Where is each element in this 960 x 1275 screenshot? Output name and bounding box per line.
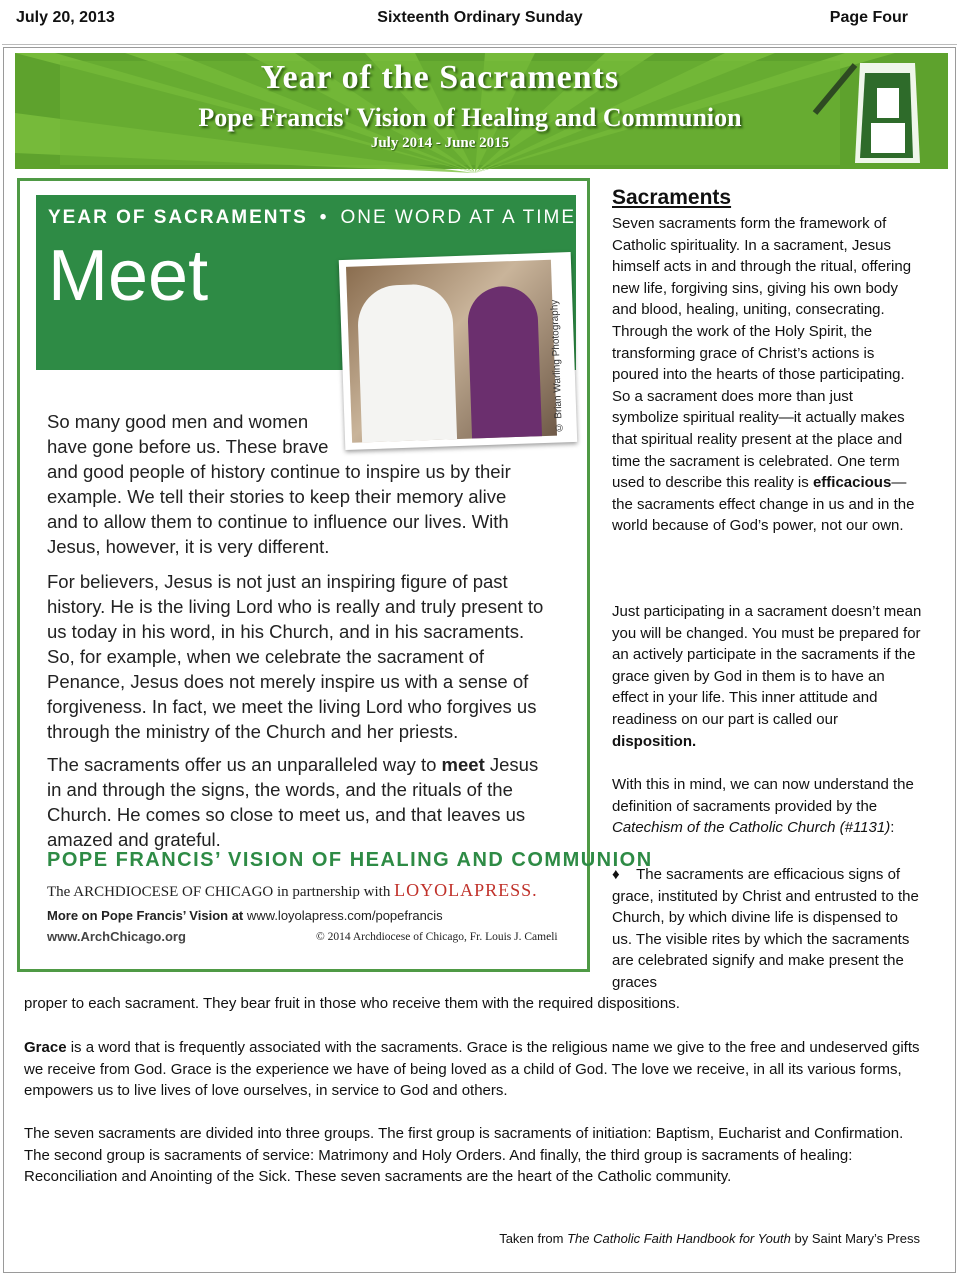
card-kicker	[48, 207, 576, 229]
article-para-3	[612, 774, 922, 839]
card-word: Meet	[48, 236, 209, 316]
card-footer-title: POPE FRANCIS’ VISION OF HEALING AND COMMUNION	[47, 849, 653, 871]
card-para-1b: and good people of history continue to inspire us by their example. We tell their stories to keep their memory alive and to allow them to continue to influence our lives. With Jesus, however, it is very different.	[47, 461, 511, 557]
catechism-quote	[612, 864, 922, 994]
para-3b: :	[890, 819, 895, 837]
girl-figure	[467, 285, 542, 438]
source-publisher: by Saint Mary’s Press	[790, 1231, 920, 1246]
article-heading: Sacraments	[612, 186, 732, 209]
header-divider	[2, 44, 957, 45]
source-credit	[499, 1231, 920, 1246]
banner-title: Year of the Sacraments	[260, 59, 620, 96]
para-2a: Just participating in a sacrament doesn’t mean you will be changed. You must be prepared for an actively participate in the sacraments if the grace given by God in them is to have an effect in your life. This inner attitude and readiness on our part is called our	[612, 603, 922, 728]
priest-figure	[357, 283, 457, 442]
para-1a: Seven sacraments form the framework of Catholic spirituality. In a sacrament, Jesus himself acts in and through the ritual, offering new life, forgiving sins, giving his own body and blood, healing, uniting, consecrating. Through the work of the Holy Spirit, the transforming grace of Christ’s actions is poured into the hearts of those participating. So a sacrament does more than just symbolize spiritual reality—it actually makes that spiritual reality present at the place and time the sacrament is celebrated. One term used to describe this reality is	[612, 215, 912, 492]
catechism-citation: Catechism of the Catholic Church (#1131)	[612, 819, 891, 837]
groups-paragraph: The seven sacraments are divided into three groups. The first group is sacraments of initiation: Baptism, Eucharist and Confirmation. The second group is sacraments of service: Matrimony and Holy Orders. And finally, the third group is sacraments of healing: Reconciliation and Anointing of the Sick. These seven sacraments are the heart of the Catholic community.	[24, 1125, 904, 1186]
card-para-3b: Jesus in and through the signs, the words, and the rituals of the Church. He comes so close to meet us, and that leaves us amazed and grateful.	[47, 754, 539, 850]
article-para-1	[612, 213, 922, 537]
card-more-line	[47, 908, 443, 923]
card-para-3-bold: meet	[441, 754, 485, 775]
card-kicker-main: YEAR OF SACRAMENTS	[48, 207, 308, 228]
para-1-bold: efficacious	[812, 474, 892, 492]
sacrament-card	[17, 178, 653, 972]
card-copyright: © 2014 Archdiocese of Chicago, Fr. Louis J. Cameli	[316, 931, 558, 943]
grace-term: Grace	[24, 1039, 67, 1056]
card-partner-line	[47, 880, 538, 901]
photo-credit: © Brian Warling Photography	[549, 299, 565, 433]
archchicago-url: www.ArchChicago.org	[47, 929, 186, 944]
source-prefix: Taken from	[499, 1231, 568, 1246]
para-3a: With this in mind, we can now understand the definition of sacraments provided by the	[612, 776, 914, 815]
more-label: More on Pope Francis’ Vision at	[47, 908, 247, 923]
quote-continuation: proper to each sacrament. They bear fruit in those who receive them with the required dispositions.	[24, 995, 680, 1012]
para-1b: —the sacraments effect change in us and in the world because of God’s power, not our own.	[612, 474, 915, 535]
archdiocese-name: The ARCHDIOCESE OF CHICAGO	[47, 884, 274, 900]
page-header	[0, 0, 960, 38]
grace-text: is a word that is frequently associated with the sacraments. Grace is the religious name we give to the free and undeserved gifts we receive from God. Grace is the experience we have of being loved as a child of God. The love we receive, in all its various forms, empowers us to live lives of love ourselves, in service to God and others.	[24, 1039, 920, 1100]
card-kicker-sub: ONE WORD AT A TIME	[340, 207, 576, 228]
para-2-bold: disposition.	[612, 732, 697, 750]
header-page-number: Page Four	[829, 9, 908, 26]
card-para-3a: The sacraments offer us an unparalleled way to	[47, 754, 442, 775]
diamond-bullet-icon: ♦	[612, 866, 620, 883]
banner-dates: July 2014 - June 2015	[370, 135, 510, 151]
more-url: www.loyolapress.com/popefrancis	[246, 908, 443, 923]
article-para-2	[612, 601, 922, 752]
card-kicker-separator: •	[319, 207, 329, 228]
loyola-press-logo: LOYOLAPRESS.	[394, 880, 538, 900]
banner	[15, 53, 948, 169]
card-para-1a: So many good men and women have gone before us. These brave	[47, 411, 329, 457]
card-para-3	[47, 752, 557, 852]
banner-subtitle: Pope Francis' Vision of Healing and Communion	[198, 103, 742, 132]
confession-photo	[339, 252, 577, 450]
header-date: July 20, 2013	[16, 9, 115, 26]
source-book-title: The Catholic Faith Handbook for Youth	[567, 1231, 791, 1246]
quote-column-text: The sacraments are efficacious signs of grace, instituted by Christ and entrusted to the Church, by which divine life is dispensed to us. The visible rites by which the sacraments are celebrated signify and make present the graces	[612, 866, 919, 991]
grace-paragraph	[24, 1037, 924, 1102]
photo-scene	[346, 260, 557, 443]
partner-connector: in partnership with	[273, 884, 395, 900]
card-para-2: For believers, Jesus is not just an inspiring figure of past history. He is the living Lord who is really and truly present to us today in his word, in his Church, and in his sacraments. So, for example, when we celebrate the sacrament of Penance, Jesus does not merely inspire us with a sense of forgiveness. In fact, we meet the living Lord who forgives us through the ministry of the Church and her priests.	[47, 571, 544, 742]
header-occasion: Sixteenth Ordinary Sunday	[377, 9, 583, 26]
